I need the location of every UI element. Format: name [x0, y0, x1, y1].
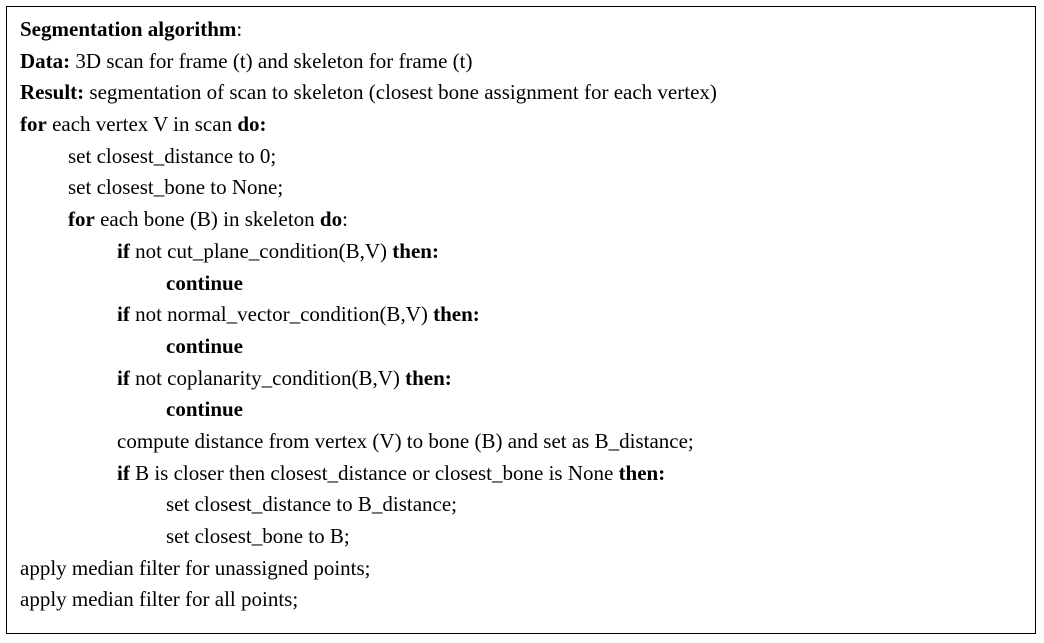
data-line [7, 46, 1035, 78]
keyword-then: then: [618, 460, 666, 485]
if-coplanarity-text: not coplanarity_condition(B,V) [129, 365, 406, 390]
set-closest-bone-line: set closest_bone to None; [68, 175, 284, 200]
for-bone-line [7, 204, 1035, 236]
algorithm-box [6, 6, 1036, 634]
compute-distance-line: compute distance from vertex (V) to bone (B) and set as B_distance; [117, 428, 694, 453]
set-closest-distance-line: set closest_distance to 0; [68, 143, 277, 168]
continue-line-3: continue [166, 397, 244, 422]
if-closer-text: B is closer then closest_distance or closest_bone is None [129, 460, 619, 485]
keyword-if: if [117, 460, 130, 485]
result-text: segmentation of scan to skeleton (closest bone assignment for each vertex) [84, 80, 717, 105]
if-closer-line [7, 458, 1035, 490]
if-normal-vector-text: not normal_vector_condition(B,V) [129, 302, 434, 327]
set-closest-distance-b-line: set closest_distance to B_distance; [166, 492, 458, 517]
continue-line-1: continue [166, 270, 244, 295]
result-label: Result: [20, 80, 85, 105]
for-vertex-text: each vertex V in scan [46, 112, 238, 137]
for-vertex-line [7, 109, 1035, 141]
keyword-for: for [20, 112, 47, 137]
keyword-then: then: [405, 365, 452, 390]
set-closest-bone-b-line: set closest_bone to B; [166, 524, 350, 548]
keyword-do: do [319, 207, 343, 232]
algorithm-title-colon: : [236, 17, 243, 41]
data-label: Data: [20, 48, 71, 73]
keyword-if: if [117, 302, 130, 327]
median-filter-unassigned-line: apply median filter for unassigned points; [20, 555, 371, 580]
result-line [7, 77, 1035, 109]
keyword-do: do: [237, 112, 267, 137]
algorithm-title-line [7, 14, 1035, 46]
if-cut-plane-text: not cut_plane_condition(B,V) [129, 238, 393, 263]
if-normal-vector-line [7, 299, 1035, 331]
keyword-then: then: [392, 238, 439, 263]
median-filter-all-line: apply median filter for all points; [20, 587, 299, 612]
keyword-for: for [68, 207, 95, 232]
if-cut-plane-line [7, 236, 1035, 268]
data-text: 3D scan for frame (t) and skeleton for frame (t) [70, 48, 473, 73]
for-bone-text: each bone (B) in skeleton [94, 207, 320, 232]
if-coplanarity-line [7, 363, 1035, 395]
algorithm-title: Segmentation algorithm [20, 17, 237, 41]
keyword-then: then: [433, 302, 480, 327]
for-bone-colon: : [342, 207, 348, 232]
keyword-if: if [117, 365, 130, 390]
continue-line-2: continue [166, 333, 244, 358]
keyword-if: if [117, 238, 130, 263]
